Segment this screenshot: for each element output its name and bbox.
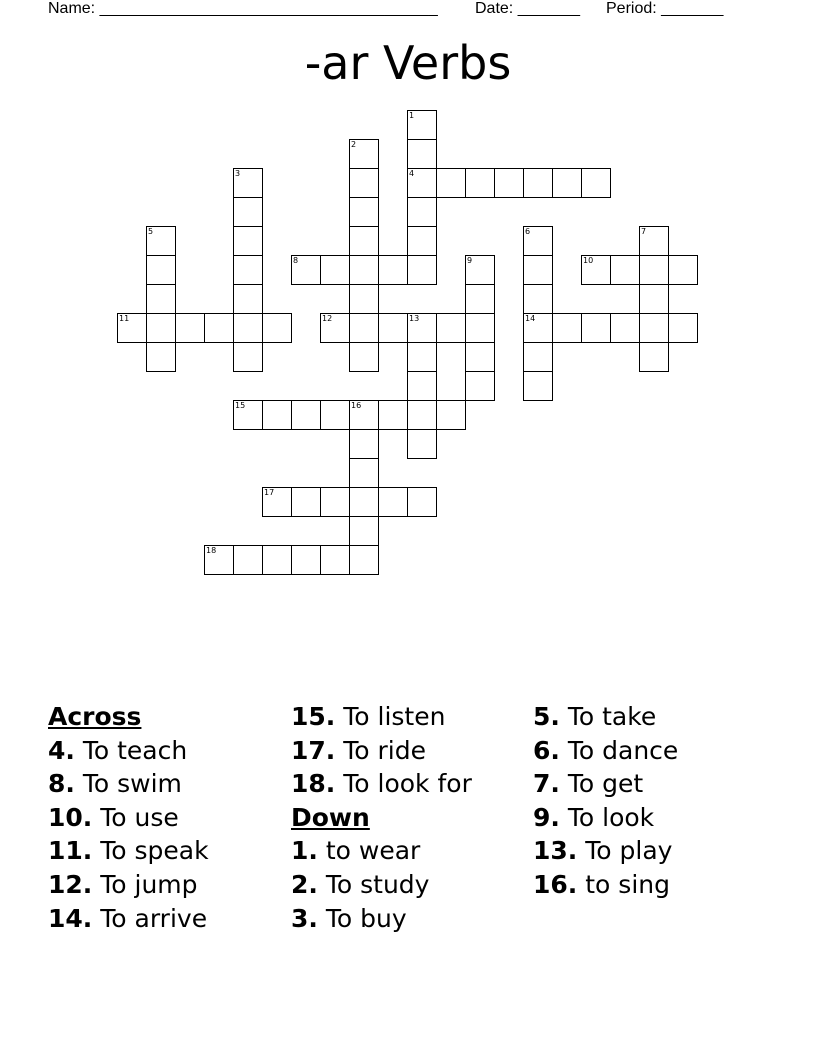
crossword-cell[interactable]: [407, 342, 437, 372]
crossword-cell[interactable]: [233, 313, 263, 343]
crossword-cell[interactable]: [320, 255, 350, 285]
crossword-cell[interactable]: [320, 545, 350, 575]
name-field[interactable]: Name: ______________________________________: [48, 0, 438, 17]
crossword-cell[interactable]: [407, 197, 437, 227]
clue-column-3: [533, 700, 678, 902]
crossword-cell[interactable]: [349, 545, 379, 575]
clue-number: 8: [293, 256, 299, 265]
clue-number: 4: [409, 169, 415, 178]
crossword-cell[interactable]: [320, 487, 350, 517]
crossword-cell[interactable]: [436, 313, 466, 343]
clue-number: 18: [206, 546, 217, 555]
clue-down-3: 3. To buy: [291, 903, 407, 933]
clue-across-10: 10. To use: [48, 802, 179, 832]
crossword-cell[interactable]: [349, 487, 379, 517]
clue-down-6: 6. To dance: [533, 735, 679, 765]
clue-down-9: 9. To look: [533, 802, 655, 832]
crossword-cell[interactable]: [349, 168, 379, 198]
crossword-cell[interactable]: [349, 429, 379, 459]
crossword-cell[interactable]: [320, 400, 350, 430]
crossword-cell[interactable]: [552, 168, 582, 198]
crossword-cell[interactable]: [581, 168, 611, 198]
clue-number: 1: [409, 111, 415, 120]
crossword-cell[interactable]: [349, 226, 379, 256]
crossword-cell[interactable]: [349, 516, 379, 546]
crossword-cell[interactable]: [349, 458, 379, 488]
down-heading: Down: [291, 802, 370, 832]
clue-across-12: 12. To jump: [48, 869, 198, 899]
crossword-cell[interactable]: [146, 313, 176, 343]
crossword-cell[interactable]: [407, 226, 437, 256]
crossword-cell[interactable]: [349, 255, 379, 285]
clue-number: 6: [525, 227, 531, 236]
crossword-cell[interactable]: [465, 284, 495, 314]
crossword-cell[interactable]: [436, 168, 466, 198]
period-field[interactable]: Period: _______: [606, 0, 724, 17]
clue-number: 12: [322, 314, 333, 323]
crossword-cell[interactable]: [552, 313, 582, 343]
crossword-cell[interactable]: [349, 197, 379, 227]
crossword-cell[interactable]: [291, 545, 321, 575]
clue-number: 14: [525, 314, 536, 323]
clue-down-1: 1. to wear: [291, 836, 421, 866]
crossword-cell[interactable]: [407, 487, 437, 517]
crossword-cell[interactable]: [349, 342, 379, 372]
crossword-cell[interactable]: [668, 313, 698, 343]
crossword-cell[interactable]: [262, 545, 292, 575]
clue-number: 13: [409, 314, 420, 323]
crossword-cell[interactable]: [639, 284, 669, 314]
crossword-cell[interactable]: [436, 400, 466, 430]
crossword-cell[interactable]: [610, 313, 640, 343]
clue-across-14: 14. To arrive: [48, 903, 208, 933]
crossword-cell[interactable]: [523, 284, 553, 314]
crossword-cell[interactable]: [407, 255, 437, 285]
clue-down-5: 5. To take: [533, 702, 657, 731]
crossword-cell[interactable]: [378, 400, 408, 430]
clue-number: 3: [235, 169, 241, 178]
crossword-cell[interactable]: [262, 400, 292, 430]
crossword-cell[interactable]: [465, 313, 495, 343]
crossword-cell[interactable]: [233, 226, 263, 256]
crossword-cell[interactable]: [291, 400, 321, 430]
crossword-cell[interactable]: [378, 255, 408, 285]
page-title: -ar Verbs: [304, 36, 512, 90]
crossword-cell[interactable]: [639, 342, 669, 372]
clue-number: 16: [351, 401, 362, 410]
crossword-cell[interactable]: [668, 255, 698, 285]
crossword-cell[interactable]: [465, 342, 495, 372]
clue-across-15: 15. To listen: [291, 702, 446, 731]
crossword-cell[interactable]: [291, 487, 321, 517]
crossword-cell[interactable]: [233, 342, 263, 372]
clue-down-7: 7. To get: [533, 769, 644, 799]
crossword-cell[interactable]: [407, 429, 437, 459]
clue-down-13: 13. To play: [533, 836, 673, 866]
crossword-cell[interactable]: [349, 313, 379, 343]
clue-number: 15: [235, 401, 246, 410]
crossword-cell[interactable]: [407, 371, 437, 401]
clue-number: 11: [119, 314, 130, 323]
crossword-cell[interactable]: [378, 313, 408, 343]
crossword-cell[interactable]: [378, 487, 408, 517]
clue-number: 7: [641, 227, 647, 236]
crossword-cell[interactable]: [146, 342, 176, 372]
clue-number: 5: [148, 227, 154, 236]
date-field[interactable]: Date: _______: [475, 0, 580, 17]
clue-number: 10: [583, 256, 594, 265]
crossword-cell[interactable]: [262, 313, 292, 343]
across-heading: Across: [48, 702, 142, 731]
crossword-cell[interactable]: [349, 284, 379, 314]
clue-number: 9: [467, 256, 473, 265]
crossword-cell[interactable]: [233, 255, 263, 285]
crossword-cell[interactable]: [407, 400, 437, 430]
clue-across-18: 18. To look for: [291, 769, 472, 799]
clue-number: 2: [351, 140, 357, 149]
clue-across-8: 8. To swim: [48, 769, 182, 799]
crossword-cell[interactable]: [523, 371, 553, 401]
crossword-cell[interactable]: [494, 168, 524, 198]
crossword-cell[interactable]: [465, 168, 495, 198]
crossword-cell[interactable]: [204, 313, 234, 343]
clue-down-2: 2. To study: [291, 869, 430, 899]
crossword-cell[interactable]: [639, 313, 669, 343]
clue-column-1: [48, 700, 209, 935]
clue-across-4: 4. To teach: [48, 735, 188, 765]
crossword-cell[interactable]: [523, 168, 553, 198]
crossword-cell[interactable]: [407, 139, 437, 169]
crossword-cell[interactable]: [146, 284, 176, 314]
crossword-cell[interactable]: [233, 284, 263, 314]
crossword-cell[interactable]: [639, 255, 669, 285]
crossword-cell[interactable]: [523, 342, 553, 372]
crossword-cell[interactable]: [233, 197, 263, 227]
crossword-cell[interactable]: [523, 255, 553, 285]
clue-across-17: 17. To ride: [291, 735, 426, 765]
clue-down-16: 16. to sing: [533, 869, 670, 899]
crossword-cell[interactable]: [581, 313, 611, 343]
crossword-cell[interactable]: [175, 313, 205, 343]
crossword-cell[interactable]: [233, 545, 263, 575]
clue-number: 17: [264, 488, 275, 497]
crossword-cell[interactable]: [465, 371, 495, 401]
crossword-cell[interactable]: [146, 255, 176, 285]
clue-across-11: 11. To speak: [48, 836, 209, 866]
crossword-cell[interactable]: [610, 255, 640, 285]
clue-column-2: [291, 700, 472, 935]
